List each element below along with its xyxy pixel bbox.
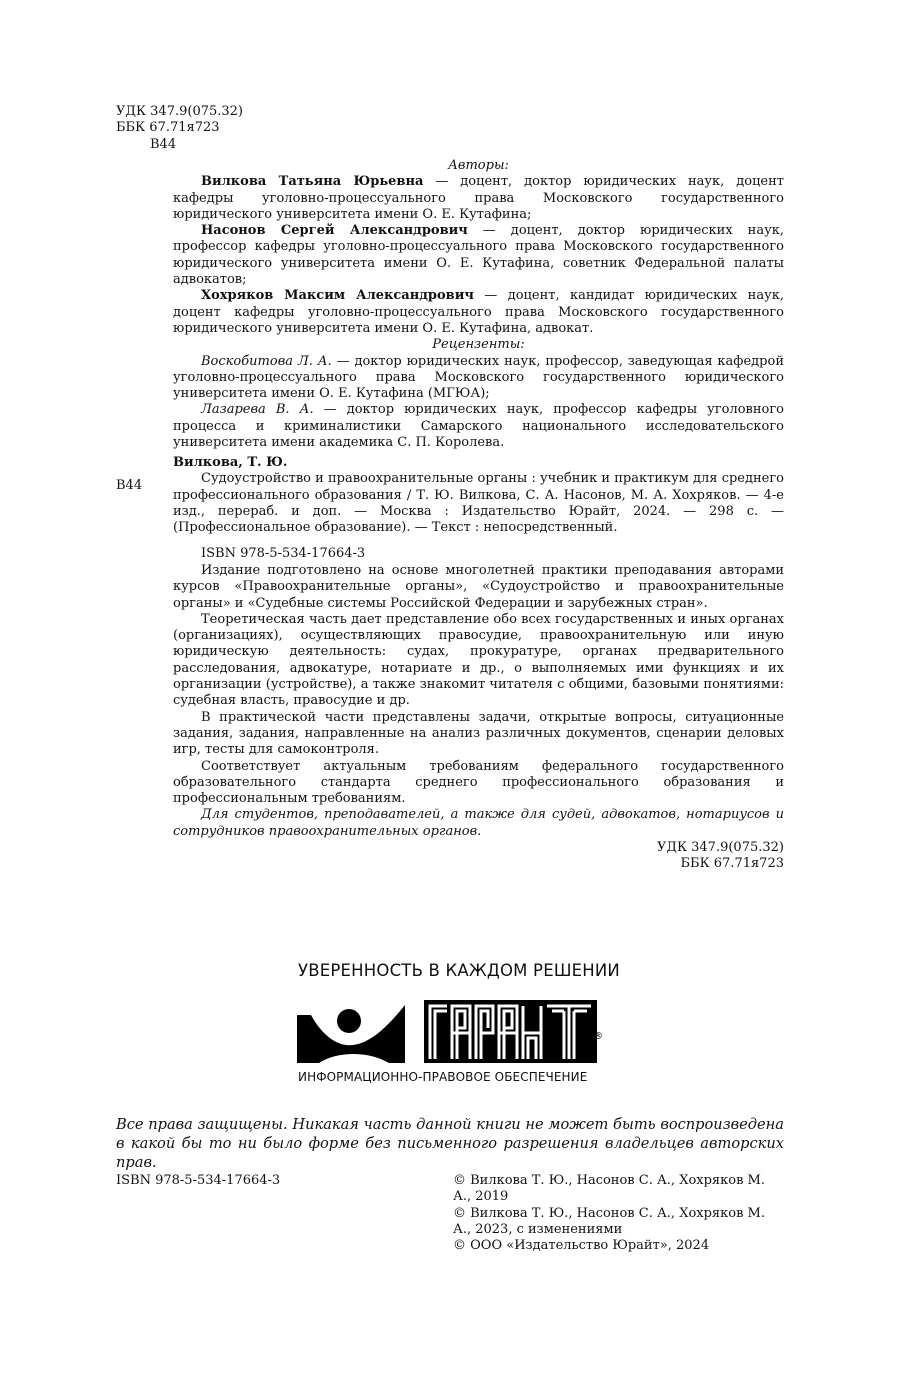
biblio-block [173,455,784,563]
copyright-block [453,1173,773,1254]
authors-block [173,158,784,451]
reviewer-name: Воскобитова Л. А. [201,353,332,369]
copyright-line: © Вилкова Т. Ю., Насонов С. А., Хохряков М. А., 2023, с изменениями [453,1205,765,1237]
biblio-description: Судоустройство и правоохранительные органы : учебник и практикум для среднего профессионального образования / Т. Ю. Вилкова, С. А. Насонов, М. А. Хохряков. — 4-е изд., перераб. и доп. — Москва : Издательство Юрайт, 2024. — 298 с. — (Профессиональное образование). — Текст : непосредственный. [173,471,784,536]
author-entry [173,288,784,337]
copyright-line: © ООО «Издательство Юрайт», 2024 [453,1238,710,1254]
author-desc: — доцент, кандидат юридических наук, доцент кафедры уголовно-процессуального права Московского государственного юридического университета имени О. Е. Кутафина, адвокат. [173,288,785,336]
garant-emblem-icon [297,1005,405,1063]
annotation-paragraph: Издание подготовлено на основе многолетней практики преподавания авторами курсов «Правоохранительные органы», «Судоустройство и правоохранительные органы» и «Судебные системы Российской Федерации и зарубежных стран». [173,563,784,611]
annotation-paragraph: Теоретическая часть дает представление обо всех государственных и иных органах (организациях), осуществляющих правосудие, правоохранительную или иную юридическую деятельность: судах, прокуратуре, органах предварительного расследования, адвокатуре, нотариате и др., о выполняемых ими функциях и их организации (устройстве), а также знакомит читателя с общими, базовыми понятиями: судебная власть, правосудие и др. [173,611,784,709]
registered-mark: ® [593,1031,603,1042]
reviewer-entry [173,354,784,403]
author-entry [173,174,784,223]
authors-heading: Авторы: [448,158,509,173]
bbk-code: ББК 67.71я723 [116,120,220,136]
garant-logo-graphic [297,997,605,1065]
reviewer-name: Лазарева В. А. [201,402,314,418]
udk-code: УДК 347.9(075.32) [116,104,244,119]
garant-subtitle: ИНФОРМАЦИОННО-ПРАВОВОЕ ОБЕСПЕЧЕНИЕ [298,1070,588,1084]
author-name: Хохряков Максим Александрович [201,288,474,304]
biblio-author: Вилкова, Т. Ю. [173,455,288,470]
reviewers-heading: Рецензенты: [432,337,525,353]
annotation-audience: Для студентов, преподавателей, а также для судей, адвокатов, нотариусов и сотрудников правоохранительных органов. [173,807,784,839]
author-name: Насонов Сергей Александрович [201,223,468,239]
garant-wordmark-icon [424,1000,597,1063]
author-desc: — доцент, доктор юридических наук, профессор кафедры уголовно-процессуального права Московского государственного юридического университета имени О. Е. Кутафина, советник Федеральной палаты адвокатов; [173,223,784,288]
author-entry [173,223,784,288]
annotation-block [173,563,784,873]
reviewer-desc: — доктор юридических наук, профессор кафедры уголовного процесса и криминалистики Самарского национального исследовательского университета имени академика С. П. Королева. [173,402,784,451]
biblio-mark: В44 [116,478,143,493]
annotation-paragraph: Соответствует актуальным требованиям федерального государственного образовательного стандарта среднего профессионального образования и профессиональным требованиям. [173,758,784,807]
rights-notice: Все права защищены. Никакая часть данной книги не может быть воспроизведена в какой бы то ни было форме без письменного разрешения владельцев авторских прав. [116,1116,784,1171]
garant-logo [297,997,605,1065]
reviewer-entry [173,402,784,451]
author-mark: В44 [150,136,177,152]
footer-isbn: ISBN 978-5-534-17664-3 [116,1173,281,1188]
garant-slogan: УВЕРЕННОСТЬ В КАЖДОМ РЕШЕНИИ [298,961,620,980]
biblio-isbn: ISBN 978-5-534-17664-3 [201,546,366,562]
author-name: Вилкова Татьяна Юрьевна [201,174,424,190]
annotation-udk: УДК 347.9(075.32) [656,840,784,856]
annotation-paragraph: В практической части представлены задачи, открытые вопросы, ситуационные задания, задания, направленные на анализ различных документов, сценарии деловых игр, тесты для самоконтроля. [173,709,784,758]
reviewer-desc: — доктор юридических наук, профессор, заведующая кафедрой уголовно-процессуального права Московского государственного юридического университета имени О. Е. Кутафина (МГЮА); [173,353,784,402]
author-desc: — доцент, доктор юридических наук, доцент кафедры уголовно-процессуального права Московского государственного юридического университета имени О. Е. Кутафина; [173,174,784,222]
annotation-bbk: ББК 67.71я723 [680,856,784,872]
copyright-line: © Вилкова Т. Ю., Насонов С. А., Хохряков М. А., 2019 [453,1173,765,1205]
header-codes [116,104,243,153]
